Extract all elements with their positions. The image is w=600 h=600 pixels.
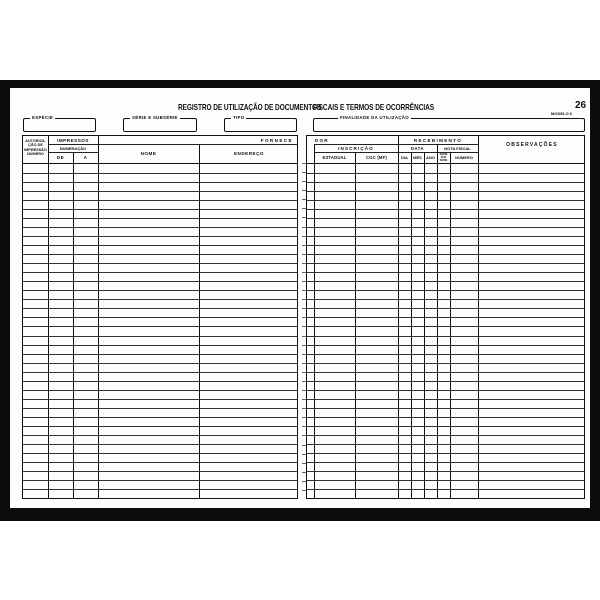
right-table	[306, 135, 585, 499]
table-row	[23, 381, 297, 382]
page-number: 26	[575, 100, 587, 111]
left-table	[22, 135, 298, 499]
table-row	[307, 489, 584, 490]
table-row	[23, 245, 297, 246]
header-fornecedor-right: DOR	[315, 138, 329, 143]
header-cgc: CGC (MF)	[366, 155, 387, 160]
especie-field[interactable]	[23, 115, 96, 132]
header-text: SÉRIE	[439, 153, 448, 156]
table-row	[23, 227, 297, 228]
table-row	[307, 308, 584, 309]
header-nome: NOME	[140, 151, 157, 156]
header-a: A	[83, 155, 88, 160]
table-row	[23, 471, 297, 472]
table-row	[307, 480, 584, 481]
header-inscricao: INSCRIÇÃO	[338, 146, 374, 151]
table-row	[307, 326, 584, 327]
divider	[314, 152, 398, 153]
table-row	[23, 182, 297, 183]
header-recebimento: RECEBIMENTO	[413, 138, 463, 143]
header-dia: DIA	[401, 155, 408, 160]
table-row	[23, 480, 297, 481]
table-row	[307, 290, 584, 291]
header-data: DATA	[410, 146, 424, 151]
table-row	[307, 317, 584, 318]
table-row	[23, 299, 297, 300]
table-row	[307, 245, 584, 246]
table-row	[307, 299, 584, 300]
tipo-field[interactable]	[224, 115, 297, 132]
header-autorizacao	[23, 139, 48, 156]
table-row	[307, 263, 584, 264]
table-row	[307, 381, 584, 382]
header-endereco: ENDEREÇO	[233, 151, 265, 156]
title-right: FISCAIS E TERMOS DE OCORRÊNCIAS	[313, 102, 434, 112]
table-row	[23, 209, 297, 210]
table-row	[307, 191, 584, 192]
header-text: SÉRIE	[439, 159, 448, 162]
tipo-label: TIPO	[233, 115, 245, 120]
title-left: REGISTRO DE UTILIZAÇÃO DE DOCUMENTOS	[178, 102, 322, 112]
header-fornecedor-left: FORNECE	[260, 138, 293, 143]
table-row	[307, 390, 584, 391]
table-row	[307, 417, 584, 418]
serie-subserie-label: SÉRIE E SUBSÉRIE	[132, 115, 178, 120]
especie-label: ESPÉCIE	[32, 115, 54, 120]
table-row	[23, 462, 297, 463]
table-row	[307, 408, 584, 409]
table-row	[307, 254, 584, 255]
table-row	[23, 363, 297, 364]
table-row	[307, 435, 584, 436]
table-row	[23, 173, 297, 174]
table-row	[307, 354, 584, 355]
table-row	[307, 345, 584, 346]
model-label: MODELO 6	[551, 111, 572, 116]
table-row	[307, 462, 584, 463]
ledger-sheet	[10, 88, 590, 508]
header-text: NÚMERO	[27, 151, 44, 156]
table-row	[23, 272, 297, 273]
table-row	[23, 254, 297, 255]
table-row	[307, 336, 584, 337]
table-row	[307, 227, 584, 228]
table-row	[307, 173, 584, 174]
divider	[398, 144, 478, 145]
table-row	[307, 426, 584, 427]
table-row	[23, 336, 297, 337]
header-text: ÇÃO DE	[28, 143, 43, 148]
table-row	[307, 399, 584, 400]
table-row	[23, 372, 297, 373]
header-mes: MÊS	[413, 155, 422, 160]
table-row	[307, 444, 584, 445]
table-row	[23, 200, 297, 201]
table-row	[307, 236, 584, 237]
table-row	[23, 390, 297, 391]
header-serie	[437, 153, 450, 162]
table-row	[307, 453, 584, 454]
table-row	[23, 218, 297, 219]
header-observacoes: OBSERVAÇÕES	[506, 142, 558, 148]
finalidade-label: FINALIDADE DA UTILIZAÇÃO	[340, 115, 409, 120]
table-row	[307, 363, 584, 364]
table-row	[23, 399, 297, 400]
table-row	[23, 263, 297, 264]
table-row	[307, 272, 584, 273]
table-row	[307, 182, 584, 183]
table-row	[307, 218, 584, 219]
table-row	[23, 453, 297, 454]
header-text: AUTORIZA-	[25, 139, 46, 143]
table-row	[23, 417, 297, 418]
finalidade-field[interactable]	[313, 115, 585, 132]
header-numero: NÚMERO	[455, 155, 473, 160]
table-row	[23, 326, 297, 327]
table-row	[307, 471, 584, 472]
table-row	[23, 426, 297, 427]
divider	[48, 144, 98, 145]
table-row	[23, 435, 297, 436]
header-estadual: ESTADUAL	[322, 155, 347, 160]
table-row	[307, 209, 584, 210]
table-row	[23, 354, 297, 355]
table-row	[307, 372, 584, 373]
table-row	[23, 191, 297, 192]
divider	[314, 144, 398, 145]
left-table-rows	[23, 164, 297, 498]
header-de: DE	[56, 155, 65, 160]
table-row	[307, 281, 584, 282]
table-row	[23, 317, 297, 318]
divider	[98, 144, 297, 145]
header-nota-fiscal: NOTA FISCAL	[444, 146, 471, 151]
header-ano: ANO	[426, 155, 435, 160]
header-text: IMPRESSÃO	[24, 147, 47, 152]
table-row	[307, 200, 584, 201]
header-text: SUB	[440, 156, 447, 159]
table-row	[23, 290, 297, 291]
table-row	[23, 281, 297, 282]
table-row	[23, 236, 297, 237]
serie-subserie-field[interactable]	[123, 115, 197, 132]
table-row	[23, 489, 297, 490]
header-numeracao: NUMERAÇÃO	[59, 146, 87, 151]
table-row	[23, 444, 297, 445]
table-row	[23, 345, 297, 346]
header-impressos: IMPRESSOS	[57, 138, 89, 143]
table-row	[23, 408, 297, 409]
table-row	[23, 308, 297, 309]
right-table-rows	[307, 164, 584, 498]
